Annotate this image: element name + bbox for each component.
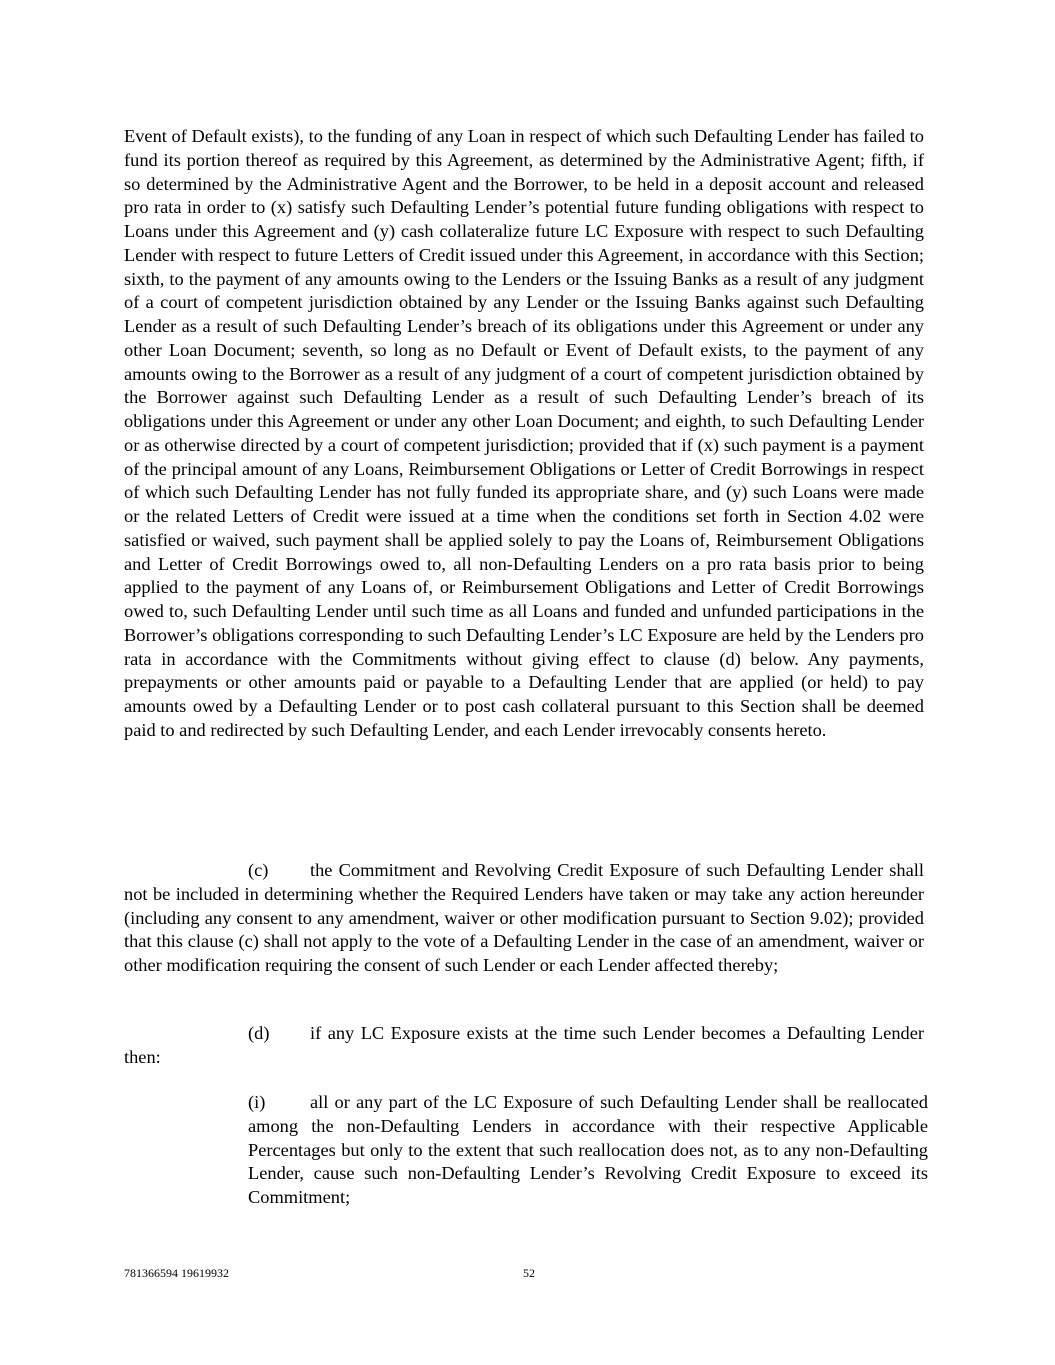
clause-c-label: (c) <box>248 860 269 880</box>
clause-i-text: all or any part of the LC Exposure of such Defaulting Lender shall be reallocated among the non-Defaulting Lenders in accordance with their respective Applicable Percentages but only to the extent that such reallocation does not, as to any non-Defaulting Lender, cause such non-Defaulting Lender’s Revolving Credit Exposure to exceed its Commitment; <box>248 1092 928 1207</box>
clause-i <box>248 1091 928 1210</box>
footer-document-id: 781366594 19619932 <box>124 1266 229 1280</box>
footer-page-number: 52 <box>523 1266 535 1280</box>
clause-d-label: (d) <box>248 1023 270 1043</box>
clause-c <box>124 859 924 978</box>
paragraph-continuation: Event of Default exists), to the funding of any Loan in respect of which such Defaulting Lender has failed to fund its portion thereof as required by this Agreement, as determined by the Administrative Agent; fifth, if so determined by the Administrative Agent and the Borrower, to be held in a deposit account and released pro rata in order to (x) satisfy such Defaulting Lender’s potential future funding obligations with respect to Loans under this Agreement and (y) cash collateralize future LC Exposure with respect to such Defaulting Lender with respect to future Letters of Credit issued under this Agreement, in accordance with this Section; sixth, to the payment of any amounts owing to the Lenders or the Issuing Banks as a result of any judgment of a court of competent jurisdiction obtained by any Lender or the Issuing Banks against such Defaulting Lender as a result of such Defaulting Lender’s breach of its obligations under this Agreement or under any other Loan Document; seventh, so long as no Default or Event of Default exists, to the payment of any amounts owing to the Borrower as a result of any judgment of a court of competent jurisdiction obtained by the Borrower against such Defaulting Lender as a result of such Defaulting Lender’s breach of its obligations under this Agreement or under any other Loan Document; and eighth, to such Defaulting Lender or as otherwise directed by a court of competent jurisdiction; provided that if (x) such payment is a payment of the principal amount of any Loans, Reimbursement Obligations or Letter of Credit Borrowings in respect of which such Defaulting Lender has not fully funded its appropriate share, and (y) such Loans were made or the related Letters of Credit were issued at a time when the conditions set forth in Section 4.02 were satisfied or waived, such payment shall be applied solely to pay the Loans of, Reimbursement Obligations and Letter of Credit Borrowings owed to, all non-Defaulting Lenders on a pro rata basis prior to being applied to the payment of any Loans of, or Reimbursement Obligations and Letter of Credit Borrowings owed to, such Defaulting Lender until such time as all Loans and funded and unfunded participations in the Borrower’s obligations corresponding to such Defaulting Lender’s LC Exposure are held by the Lenders pro rata in accordance with the Commitments without giving effect to clause (d) below. Any payments, prepayments or other amounts paid or payable to a Defaulting Lender that are applied (or held) to pay amounts owed by a Defaulting Lender or to post cash collateral pursuant to this Section shall be deemed paid to and redirected by such Defaulting Lender, and each Lender irrevocably consents hereto. <box>124 126 924 740</box>
clause-i-label: (i) <box>248 1092 266 1112</box>
clause-d-text: if any LC Exposure exists at the time such Lender becomes a Defaulting Lender then: <box>124 1023 924 1067</box>
clause-c-text: the Commitment and Revolving Credit Exposure of such Defaulting Lender shall not be included in determining whether the Required Lenders have taken or may take any action hereunder (including any consent to any amendment, waiver or other modification pursuant to Section 9.02); provided that this clause (c) shall not apply to the vote of a Defaulting Lender in the case of an amendment, waiver or other modification requiring the consent of such Lender or each Lender affected thereby; <box>124 860 924 975</box>
clause-d <box>124 1022 924 1070</box>
